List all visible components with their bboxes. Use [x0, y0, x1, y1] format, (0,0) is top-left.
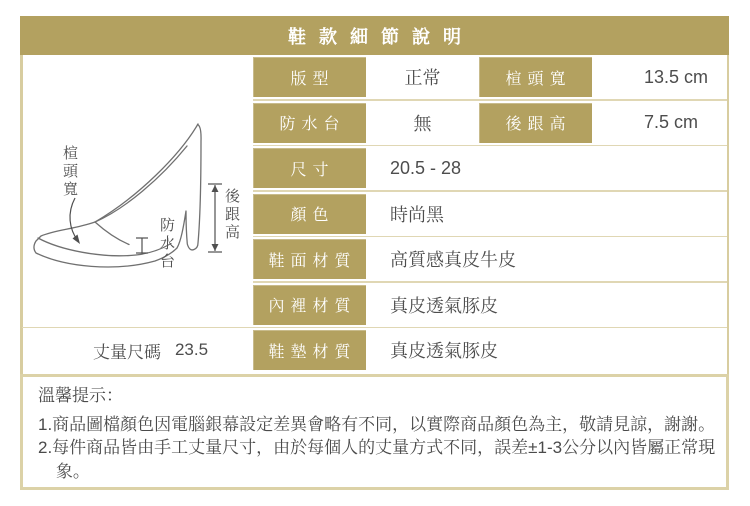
spec-value-platform: 無 — [413, 113, 432, 134]
spec-label-pattern: 版型 — [253, 57, 366, 97]
spec-label-size: 尺寸 — [253, 148, 366, 188]
spec-label-insole-material: 鞋墊材質 — [253, 330, 366, 370]
spec-value-upper-material: 高質感真皮牛皮 — [390, 250, 516, 270]
row-separator-full — [22, 327, 727, 329]
spec-value-color: 時尚黑 — [390, 204, 444, 225]
notes-title: 溫馨提示： — [38, 386, 123, 405]
spec-label-platform: 防水台 — [253, 103, 366, 143]
spec-label-color: 顏色 — [253, 194, 366, 234]
spec-label-toe-width: 楦頭寬 — [479, 57, 592, 97]
row-separator — [253, 281, 727, 283]
platform-height-dimension-mark — [136, 238, 148, 253]
shoe-platform-top-line — [38, 238, 171, 256]
spec-value-pattern: 正常 — [404, 68, 441, 88]
note-item-2: 2.每件商品皆由手工丈量尺寸，由於每個人的丈量方式不同，誤差±1-3公分以內皆屬正常現象。 — [38, 438, 716, 482]
spec-value-lining-material: 真皮透氣豚皮 — [390, 295, 498, 316]
spec-label-upper-material: 鞋面材質 — [253, 239, 366, 279]
heel-height-dimension-line — [208, 184, 222, 252]
spec-value-size: 20.5 - 28 — [390, 157, 462, 178]
spec-label-heel-height: 後跟高 — [479, 103, 592, 143]
notes-box — [20, 374, 729, 490]
diagram-heel-height-label: 後跟高 — [223, 188, 240, 242]
spec-value-heel-height: 7.5 cm — [644, 112, 699, 132]
spec-value-toe-width: 13.5 cm — [644, 66, 709, 87]
row-separator — [253, 99, 727, 101]
shoe-vamp-seam — [95, 222, 129, 245]
shoe-outline — [34, 124, 201, 267]
note-item-1: 1.商品圖檔顏色因電腦銀幕設定差異會略有不同，以實際商品顏色為主，敬請見諒，謝謝。 — [38, 414, 716, 434]
shoe-illustration — [20, 57, 253, 328]
toe-width-arrow — [70, 198, 80, 244]
measured-size-value: 23.5 — [174, 340, 209, 359]
row-separator — [253, 236, 727, 238]
diagram-toe-width-label: 楦頭寬 — [61, 145, 78, 199]
spec-label-lining-material: 內裡材質 — [253, 285, 366, 325]
row-separator — [253, 190, 727, 192]
spec-value-insole-material: 真皮透氣豚皮 — [390, 341, 498, 361]
measured-size-label: 丈量尺碼 — [92, 342, 161, 362]
diagram-platform-label: 防水台 — [158, 217, 175, 271]
row-separator — [253, 145, 727, 147]
measured-size-cell — [20, 330, 253, 370]
shoe-diagram-cell — [20, 57, 253, 328]
page-title: 鞋款細節說明 — [20, 16, 729, 55]
